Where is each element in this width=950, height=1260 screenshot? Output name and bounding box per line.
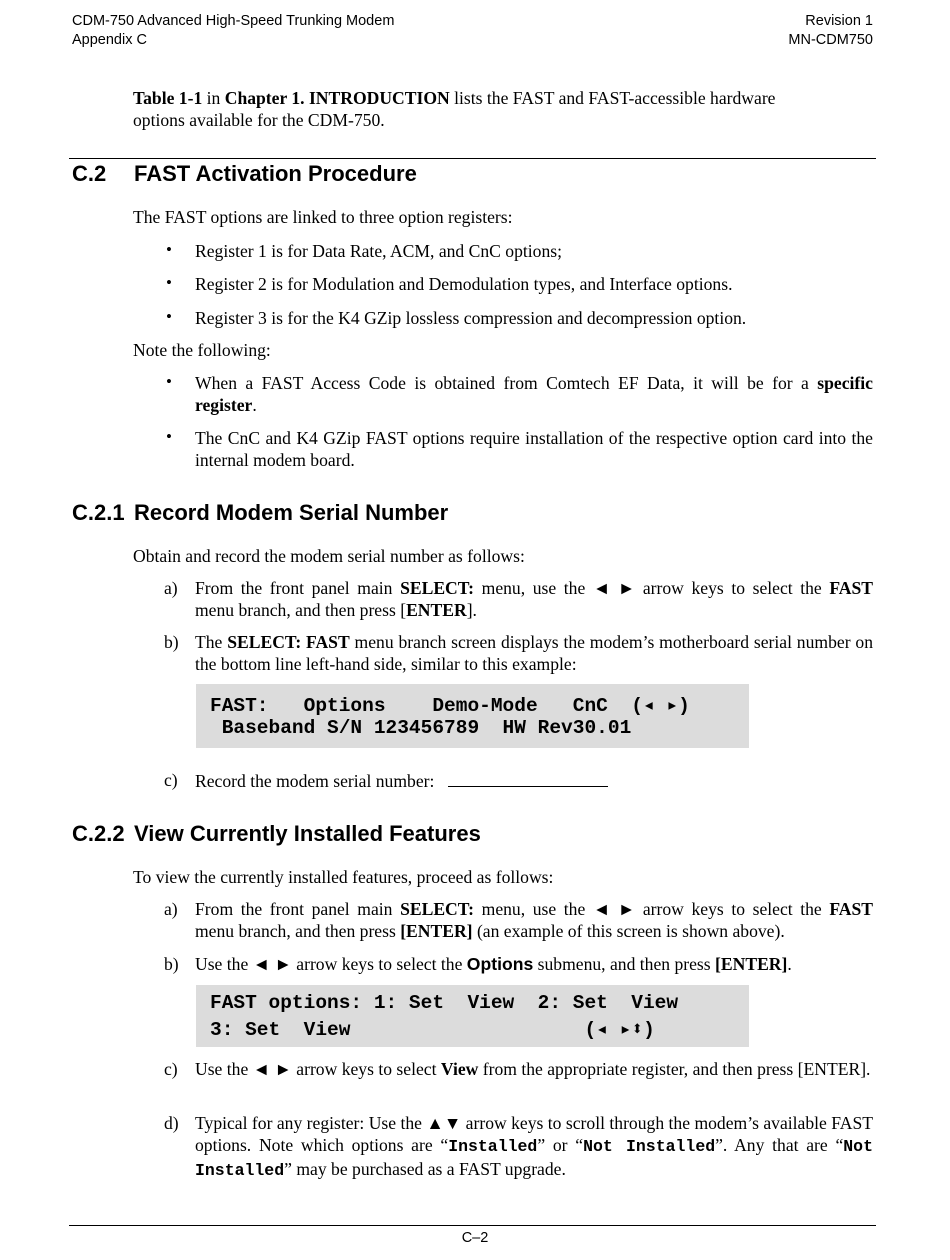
c21-step-a: [195, 577, 873, 621]
header-manual-number: MN-CDM750: [788, 32, 873, 48]
lcd-line-1: FAST options: 1: Set View 2: Set View: [210, 992, 679, 1014]
serial-number-blank: [448, 769, 608, 787]
c21c-text: Record the modem serial number:: [195, 771, 435, 791]
c22-step-d: [195, 1112, 873, 1182]
c21a-b1: SELECT:: [400, 578, 475, 598]
note1-text: When a FAST Access Code is obtained from Comtech EF Data, it will be for a: [195, 373, 818, 393]
section-title: FAST Activation Procedure: [134, 161, 417, 186]
c21-lead: Obtain and record the modem serial number as follows:: [133, 546, 525, 566]
c21-step-c: [195, 769, 873, 792]
c22c-b1: View: [440, 1059, 479, 1079]
section-title: View Currently Installed Features: [134, 821, 481, 846]
c22b-t3: .: [787, 954, 792, 974]
status-installed: Installed: [448, 1137, 538, 1156]
c22a-t2: menu, use the ◄ ► arrow keys to select the: [474, 899, 830, 919]
c21a-b2: FAST: [829, 578, 873, 598]
running-header-left: [72, 12, 394, 50]
intro-text-1: in: [202, 88, 225, 108]
bullet-marker: •: [166, 372, 172, 391]
note1-end: .: [252, 395, 257, 415]
c21-step-b: [195, 631, 873, 675]
bullet-marker: •: [166, 307, 172, 326]
c22a-b1: SELECT:: [400, 899, 475, 919]
lcd-line-2: 3: Set View (◂ ▸⬍): [210, 1019, 655, 1041]
c22a-t3: menu branch, and then press: [195, 921, 401, 941]
section-heading-c2: [72, 161, 417, 187]
table-reference: Table 1-1: [133, 88, 203, 108]
section-divider: [69, 158, 876, 159]
c22-step-b: [195, 953, 873, 975]
c22d-t3: ”. Any that are “: [715, 1135, 844, 1155]
lcd-display-fast-options: [196, 985, 749, 1047]
bullet-marker: •: [166, 427, 172, 446]
note-bullet-2: The CnC and K4 GZip FAST options require installation of the respective option card into the internal modem board.: [195, 428, 873, 470]
register-bullet-2: Register 2 is for Modulation and Demodulation types, and Interface options.: [195, 274, 733, 294]
c22b-b2: [ENTER]: [715, 954, 788, 974]
header-appendix: Appendix C: [72, 32, 147, 48]
status-not-installed: Not Installed: [583, 1137, 716, 1156]
c22b-b1: Options: [466, 954, 534, 974]
intro-text-3: options available for the CDM-750.: [133, 110, 385, 130]
bullet-marker: •: [166, 273, 172, 292]
c21b-b1: SELECT: FAST: [227, 632, 350, 652]
step-label: a): [164, 899, 178, 919]
running-header-right: [788, 12, 873, 50]
note1-emphasis: specific register: [195, 373, 873, 415]
c22a-b3: [ENTER]: [400, 921, 473, 941]
step-label: b): [164, 632, 179, 652]
bullet-marker: •: [166, 240, 172, 259]
c22d-t4: ” may be purchased as a FAST upgrade.: [284, 1159, 566, 1179]
step-label: c): [164, 1059, 178, 1079]
c22b-t2: submenu, and then press: [533, 954, 716, 974]
c22b-t1: Use the ◄ ► arrow keys to select the: [195, 954, 467, 974]
register-bullet-3: Register 3 is for the K4 GZip lossless compression and decompression option.: [195, 308, 747, 328]
lcd-display-fast-menu: [196, 684, 749, 748]
c22c-t1: Use the ◄ ► arrow keys to select: [195, 1059, 441, 1079]
note-lead: Note the following:: [133, 340, 271, 360]
lcd-line-2: Baseband S/N 123456789 HW Rev30.01: [210, 717, 632, 739]
section-title: Record Modem Serial Number: [134, 500, 449, 525]
intro-paragraph: [133, 87, 873, 131]
step-label: b): [164, 954, 179, 974]
status-not-installed: Not Installed: [195, 1137, 873, 1180]
note-bullet-1: [195, 372, 873, 416]
register-bullet-1: Register 1 is for Data Rate, ACM, and CnC options;: [195, 241, 562, 261]
c22a-b2: FAST: [829, 899, 873, 919]
c22a-t1: From the front panel main: [195, 899, 401, 919]
c22-step-c: [195, 1058, 873, 1080]
c21a-b3: ENTER: [406, 600, 467, 620]
c21a-t1: From the front panel main: [195, 578, 401, 598]
page-number: C–2: [461, 1230, 489, 1246]
c22-lead: To view the currently installed features, proceed as follows:: [133, 867, 554, 887]
section-heading-c22: [72, 821, 481, 847]
lcd-line-1: FAST: Options Demo-Mode CnC (◂ ▸): [210, 695, 690, 717]
section-number: C.2.1: [72, 500, 125, 525]
c22d-t1: Typical for any register: Use the ▲▼ arrow keys to scroll through the modem’s available FAST options. Note which options are “: [195, 1113, 873, 1155]
c22c-t2: from the appropriate register, and then press [ENTER].: [478, 1059, 871, 1079]
section-heading-c21: [72, 500, 448, 526]
footer-divider: [69, 1225, 876, 1226]
header-revision: Revision 1: [805, 13, 873, 29]
step-label: a): [164, 578, 178, 598]
step-label: c): [164, 770, 178, 790]
c21b-t2: menu branch screen displays the modem’s motherboard serial number on the bottom line left-hand side, similar to this example:: [195, 632, 873, 674]
chapter-reference: Chapter 1. INTRODUCTION: [224, 88, 450, 108]
step-label: d): [164, 1113, 179, 1133]
section-number: C.2.2: [72, 821, 125, 846]
c21a-t2: menu, use the ◄ ► arrow keys to select the: [474, 578, 830, 598]
c21a-t3: menu branch, and then press [: [195, 600, 407, 620]
c22-step-a: [195, 898, 873, 942]
c21a-t4: ].: [466, 600, 477, 620]
header-document-title: CDM-750 Advanced High-Speed Trunking Modem: [72, 13, 395, 29]
c22a-t4: (an example of this screen is shown above).: [472, 921, 785, 941]
c22d-t2: ” or “: [537, 1135, 584, 1155]
c2-lead: The FAST options are linked to three option registers:: [133, 207, 513, 227]
intro-text-2: lists the FAST and FAST-accessible hardware: [449, 88, 776, 108]
section-number: C.2: [72, 161, 107, 186]
c21b-t1: The: [195, 632, 228, 652]
